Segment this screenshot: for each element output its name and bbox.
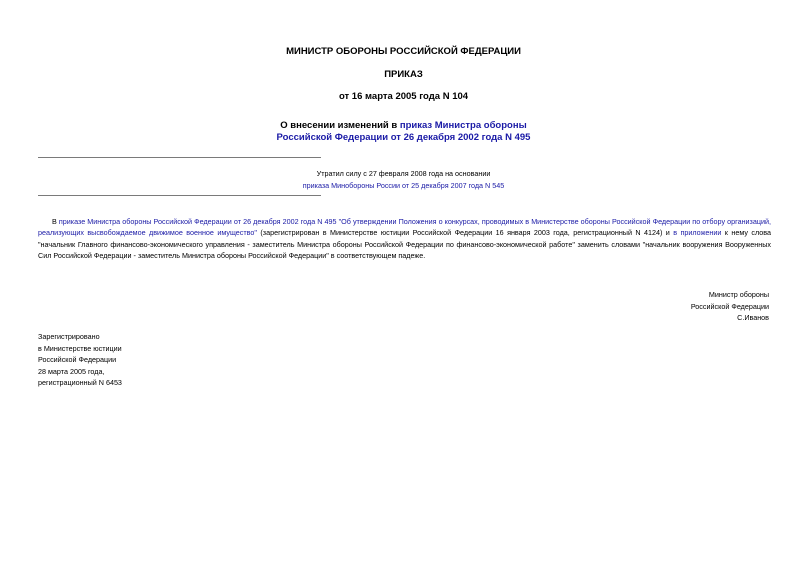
- registration-line-1: Зарегистрировано: [38, 332, 100, 341]
- registration-date: 28 марта 2005 года,: [38, 366, 105, 376]
- body-text-1: (зарегистрирован в Министерстве юстиции Российской Федерации 16 января 2003 года, регистрационный N 4124) и: [256, 228, 674, 238]
- registration-block: [38, 331, 238, 389]
- body-paragraph: [38, 216, 771, 261]
- divider-top: [38, 157, 321, 158]
- amended-order-link-continued[interactable]: Российской Федерации от 26 декабря 2002 года N 495: [276, 132, 531, 143]
- order-495-link[interactable]: приказе Министра обороны Российской Федерации от 26 декабря 2002 года N 495 "Об утверждении Положения о конкурсах, проводимых в Министерстве обороны Российской Федерации по отбору организаций, реализующих высвобождаемое движимое военное имущество": [38, 217, 771, 238]
- registration-number: регистрационный N 6453: [38, 378, 122, 387]
- status-note: [0, 168, 807, 192]
- title-line-2: [0, 132, 807, 144]
- signature-name: С.Иванов: [737, 313, 769, 322]
- signature-country: Российской Федерации: [690, 301, 769, 311]
- body-lead: В: [52, 217, 59, 226]
- registration-line-3: Российской Федерации: [38, 355, 117, 364]
- document-title: [0, 120, 807, 144]
- document-date-number: от 16 марта 2005 года N 104: [338, 91, 469, 102]
- registration-line-2: в Министерстве юстиции: [38, 343, 122, 353]
- title-prefix: О внесении изменений в: [280, 120, 400, 131]
- repeal-order-link[interactable]: приказа Минобороны России от 25 декабря 2007 года N 545: [302, 181, 505, 190]
- document-type: ПРИКАЗ: [384, 69, 423, 80]
- title-line-1: [0, 120, 807, 132]
- ministry-heading: МИНИСТР ОБОРОНЫ РОССИЙСКОЙ ФЕДЕРАЦИИ: [286, 46, 521, 57]
- status-note-text: Утратил силу с 27 февраля 2008 года на основании: [316, 169, 491, 178]
- signature-position: Министр обороны: [708, 290, 769, 299]
- amended-order-link[interactable]: приказ Министра обороны: [399, 120, 527, 131]
- status-note-line-2: [0, 180, 807, 192]
- divider-bottom: [38, 195, 321, 196]
- body-text-2: к нему слова "начальник Главного финансово-экономического управления - заместитель Министра обороны Российской Федерации по финансово-экономической работе" заменить словами "начальник вооружения Вооруженных Сил Российской Федерации - заместитель Министра обороны Российской Федерации" в соответствующем падеже.: [38, 228, 771, 260]
- appendix-link[interactable]: в приложении: [673, 228, 722, 238]
- signature-block: [569, 289, 769, 324]
